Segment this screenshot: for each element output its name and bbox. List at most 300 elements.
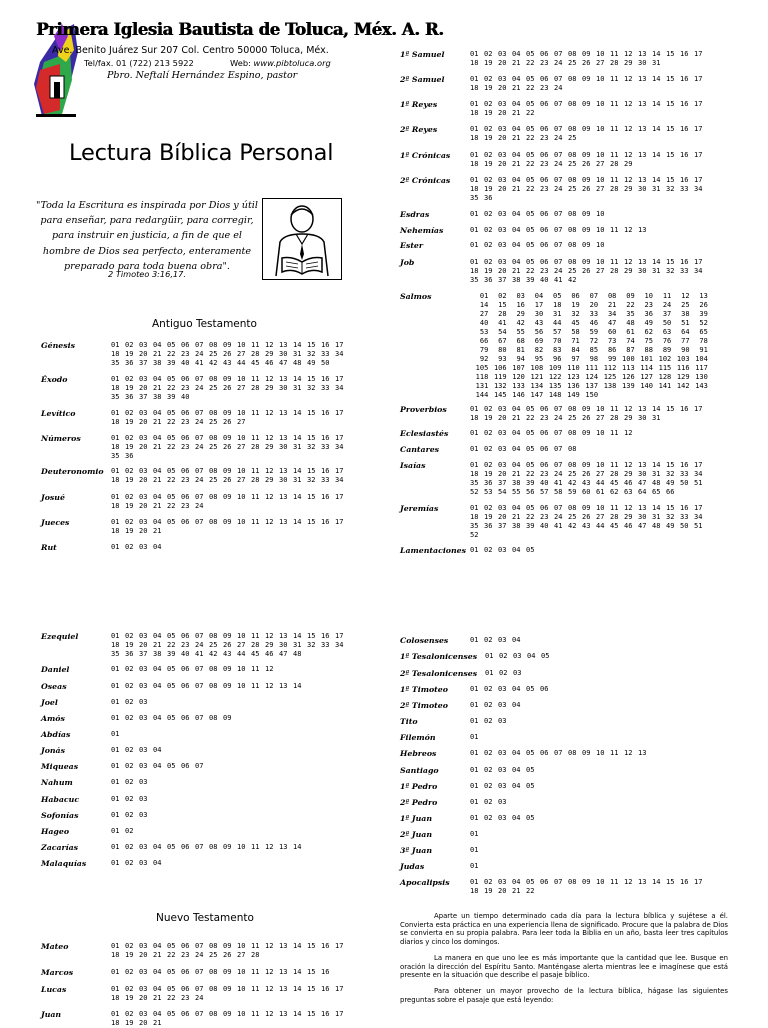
- chapter-checkbox[interactable]: 23: [181, 641, 190, 649]
- chapter-checkbox[interactable]: 01: [470, 100, 479, 108]
- chapter-checkbox[interactable]: 03: [498, 749, 507, 757]
- chapter-checkbox[interactable]: 11: [610, 749, 619, 757]
- chapter-checkbox[interactable]: 09: [582, 176, 591, 184]
- chapter-checkbox[interactable]: 61: [626, 328, 635, 336]
- chapter-checkbox[interactable]: 10: [596, 151, 605, 159]
- chapter-checkbox[interactable]: 30: [279, 476, 288, 484]
- chapter-checkbox[interactable]: 14: [293, 434, 302, 442]
- chapter-checkbox[interactable]: 13: [638, 504, 647, 512]
- chapter-checkbox[interactable]: 17: [335, 942, 344, 950]
- chapter-checkbox[interactable]: 12: [624, 100, 633, 108]
- chapter-checkbox[interactable]: 31: [293, 350, 302, 358]
- chapter-checkbox[interactable]: 17: [694, 405, 703, 413]
- chapter-checkbox[interactable]: 13: [638, 75, 647, 83]
- chapter-checkbox[interactable]: 11: [251, 518, 260, 526]
- chapter-checkbox[interactable]: 09: [223, 985, 232, 993]
- chapter-checkbox[interactable]: 15: [307, 1010, 316, 1018]
- chapter-checkbox[interactable]: 24: [554, 470, 563, 478]
- chapter-checkbox[interactable]: 02: [125, 409, 134, 417]
- chapter-checkbox[interactable]: 15: [307, 985, 316, 993]
- chapter-checkbox[interactable]: 34: [335, 641, 344, 649]
- chapter-checkbox[interactable]: 03: [498, 798, 507, 806]
- chapter-checkbox[interactable]: 16: [321, 467, 330, 475]
- chapter-checkbox[interactable]: 39: [167, 359, 176, 367]
- chapter-checkbox[interactable]: 68: [516, 337, 525, 345]
- chapter-checkbox[interactable]: 107: [512, 364, 525, 372]
- chapter-checkbox[interactable]: 04: [512, 766, 521, 774]
- chapter-checkbox[interactable]: 03: [139, 778, 148, 786]
- chapter-checkbox[interactable]: 38: [512, 522, 521, 530]
- chapter-checkbox[interactable]: 19: [484, 267, 493, 275]
- chapter-checkbox[interactable]: 06: [181, 341, 190, 349]
- chapter-checkbox[interactable]: 15: [307, 632, 316, 640]
- chapter-checkbox[interactable]: 20: [139, 502, 148, 510]
- chapter-checkbox[interactable]: 22: [167, 418, 176, 426]
- chapter-checkbox[interactable]: 02: [484, 241, 493, 249]
- chapter-checkbox[interactable]: 23: [540, 185, 549, 193]
- chapter-checkbox[interactable]: 18: [470, 134, 479, 142]
- chapter-checkbox[interactable]: 15: [666, 258, 675, 266]
- chapter-checkbox[interactable]: 03: [139, 409, 148, 417]
- chapter-checkbox[interactable]: 36: [644, 310, 653, 318]
- chapter-checkbox[interactable]: 21: [512, 887, 521, 895]
- chapter-checkbox[interactable]: 02: [125, 942, 134, 950]
- chapter-checkbox[interactable]: 10: [596, 226, 605, 234]
- chapter-checkbox[interactable]: 74: [626, 337, 635, 345]
- chapter-checkbox[interactable]: 11: [251, 467, 260, 475]
- chapter-checkbox[interactable]: 129: [676, 373, 690, 381]
- chapter-checkbox[interactable]: 21: [607, 301, 617, 309]
- chapter-checkbox[interactable]: 10: [237, 375, 246, 383]
- chapter-checkbox[interactable]: 40: [181, 359, 190, 367]
- chapter-checkbox[interactable]: 142: [676, 382, 690, 390]
- chapter-checkbox[interactable]: 21: [512, 134, 521, 142]
- chapter-checkbox[interactable]: 19: [484, 109, 493, 117]
- chapter-checkbox[interactable]: 34: [694, 513, 703, 521]
- chapter-checkbox[interactable]: 45: [251, 359, 260, 367]
- chapter-checkbox[interactable]: 11: [251, 843, 260, 851]
- chapter-checkbox[interactable]: 59: [589, 328, 599, 336]
- chapter-checkbox[interactable]: 31: [652, 185, 661, 193]
- chapter-checkbox[interactable]: 01: [470, 75, 479, 83]
- chapter-checkbox[interactable]: 04: [153, 843, 162, 851]
- chapter-checkbox[interactable]: 02: [484, 749, 493, 757]
- chapter-checkbox[interactable]: 116: [676, 364, 690, 372]
- chapter-checkbox[interactable]: 02: [484, 814, 493, 822]
- chapter-checkbox[interactable]: 04: [153, 985, 162, 993]
- chapter-checkbox[interactable]: 17: [335, 985, 344, 993]
- chapter-checkbox[interactable]: 01: [470, 461, 479, 469]
- chapter-checkbox[interactable]: 18: [470, 470, 479, 478]
- chapter-checkbox[interactable]: 02: [125, 843, 134, 851]
- chapter-checkbox[interactable]: 10: [237, 632, 246, 640]
- chapter-checkbox[interactable]: 03: [498, 445, 507, 453]
- chapter-checkbox[interactable]: 29: [624, 185, 633, 193]
- chapter-checkbox[interactable]: 50: [321, 359, 330, 367]
- chapter-checkbox[interactable]: 03: [498, 766, 507, 774]
- chapter-checkbox[interactable]: 07: [554, 461, 563, 469]
- chapter-checkbox[interactable]: 31: [652, 414, 661, 422]
- chapter-checkbox[interactable]: 19: [125, 641, 134, 649]
- chapter-checkbox[interactable]: 66: [479, 337, 489, 345]
- chapter-checkbox[interactable]: 44: [237, 359, 246, 367]
- chapter-checkbox[interactable]: 41: [554, 479, 563, 487]
- chapter-checkbox[interactable]: 01: [470, 50, 479, 58]
- chapter-checkbox[interactable]: 09: [223, 1010, 232, 1018]
- chapter-checkbox[interactable]: 05: [167, 985, 176, 993]
- chapter-checkbox[interactable]: 06: [181, 467, 190, 475]
- chapter-checkbox[interactable]: 38: [153, 393, 162, 401]
- chapter-checkbox[interactable]: 59: [568, 488, 577, 496]
- chapter-checkbox[interactable]: 19: [484, 134, 493, 142]
- chapter-checkbox[interactable]: 02: [125, 762, 134, 770]
- chapter-checkbox[interactable]: 20: [498, 267, 507, 275]
- chapter-checkbox[interactable]: 01: [111, 942, 120, 950]
- chapter-checkbox[interactable]: 62: [610, 488, 619, 496]
- chapter-checkbox[interactable]: 07: [195, 467, 204, 475]
- chapter-checkbox[interactable]: 02: [125, 493, 134, 501]
- chapter-checkbox[interactable]: 17: [335, 518, 344, 526]
- chapter-checkbox[interactable]: 04: [512, 258, 521, 266]
- chapter-checkbox[interactable]: 33: [321, 641, 330, 649]
- chapter-checkbox[interactable]: 89: [662, 346, 672, 354]
- chapter-checkbox[interactable]: 07: [195, 409, 204, 417]
- chapter-checkbox[interactable]: 01: [111, 493, 120, 501]
- chapter-checkbox[interactable]: 25: [568, 414, 577, 422]
- chapter-checkbox[interactable]: 16: [321, 434, 330, 442]
- chapter-checkbox[interactable]: 11: [610, 878, 619, 886]
- chapter-checkbox[interactable]: 130: [695, 373, 708, 381]
- chapter-checkbox[interactable]: 02: [125, 714, 134, 722]
- chapter-checkbox[interactable]: 12: [624, 75, 633, 83]
- chapter-checkbox[interactable]: 15: [666, 878, 675, 886]
- chapter-checkbox[interactable]: 21: [153, 350, 162, 358]
- chapter-checkbox[interactable]: 24: [195, 384, 204, 392]
- chapter-checkbox[interactable]: 14: [293, 843, 302, 851]
- chapter-checkbox[interactable]: 14: [293, 341, 302, 349]
- chapter-checkbox[interactable]: 06: [571, 292, 580, 300]
- chapter-checkbox[interactable]: 31: [652, 267, 661, 275]
- chapter-checkbox[interactable]: 22: [526, 59, 535, 67]
- chapter-checkbox[interactable]: 04: [153, 493, 162, 501]
- chapter-checkbox[interactable]: 06: [540, 241, 549, 249]
- chapter-checkbox[interactable]: 01: [470, 701, 479, 709]
- chapter-checkbox[interactable]: 33: [680, 185, 689, 193]
- chapter-checkbox[interactable]: 30: [638, 267, 647, 275]
- chapter-checkbox[interactable]: 82: [534, 346, 544, 354]
- chapter-checkbox[interactable]: 16: [321, 493, 330, 501]
- chapter-checkbox[interactable]: 28: [610, 267, 619, 275]
- chapter-checkbox[interactable]: 09: [223, 375, 232, 383]
- chapter-checkbox[interactable]: 137: [585, 382, 599, 390]
- chapter-checkbox[interactable]: 16: [680, 100, 689, 108]
- chapter-checkbox[interactable]: 28: [610, 160, 619, 168]
- chapter-checkbox[interactable]: 16: [680, 258, 689, 266]
- chapter-checkbox[interactable]: 24: [195, 994, 204, 1002]
- chapter-checkbox[interactable]: 03: [498, 504, 507, 512]
- chapter-checkbox[interactable]: 30: [279, 384, 288, 392]
- chapter-checkbox[interactable]: 124: [585, 373, 599, 381]
- chapter-checkbox[interactable]: 31: [652, 513, 661, 521]
- chapter-checkbox[interactable]: 13: [279, 985, 288, 993]
- chapter-checkbox[interactable]: 03: [498, 226, 507, 234]
- chapter-checkbox[interactable]: 10: [596, 461, 605, 469]
- chapter-checkbox[interactable]: 31: [293, 641, 302, 649]
- chapter-checkbox[interactable]: 08: [568, 258, 577, 266]
- chapter-checkbox[interactable]: 04: [512, 151, 521, 159]
- chapter-checkbox[interactable]: 24: [195, 350, 204, 358]
- chapter-checkbox[interactable]: 71: [571, 337, 580, 345]
- chapter-checkbox[interactable]: 21: [153, 994, 162, 1002]
- chapter-checkbox[interactable]: 28: [251, 951, 260, 959]
- chapter-checkbox[interactable]: 73: [607, 337, 617, 345]
- chapter-checkbox[interactable]: 11: [610, 125, 619, 133]
- chapter-checkbox[interactable]: 12: [265, 632, 274, 640]
- chapter-checkbox[interactable]: 47: [279, 650, 288, 658]
- chapter-checkbox[interactable]: 01: [111, 341, 120, 349]
- chapter-checkbox[interactable]: 17: [694, 878, 703, 886]
- chapter-checkbox[interactable]: 02: [125, 682, 134, 690]
- chapter-checkbox[interactable]: 10: [237, 1010, 246, 1018]
- chapter-checkbox[interactable]: 23: [181, 502, 190, 510]
- chapter-checkbox[interactable]: 15: [666, 151, 675, 159]
- chapter-checkbox[interactable]: 96: [553, 355, 562, 363]
- chapter-checkbox[interactable]: 23: [181, 418, 190, 426]
- chapter-checkbox[interactable]: 03: [498, 461, 507, 469]
- chapter-checkbox[interactable]: 07: [554, 125, 563, 133]
- chapter-checkbox[interactable]: 24: [195, 443, 204, 451]
- chapter-checkbox[interactable]: 79: [479, 346, 489, 354]
- chapter-checkbox[interactable]: 106: [493, 364, 507, 372]
- chapter-checkbox[interactable]: 09: [582, 429, 591, 437]
- chapter-checkbox[interactable]: 01: [111, 698, 120, 706]
- chapter-checkbox[interactable]: 16: [321, 518, 330, 526]
- chapter-checkbox[interactable]: 13: [279, 682, 288, 690]
- chapter-checkbox[interactable]: 98: [589, 355, 599, 363]
- chapter-checkbox[interactable]: 01: [470, 258, 479, 266]
- chapter-checkbox[interactable]: 24: [554, 414, 563, 422]
- chapter-checkbox[interactable]: 28: [498, 310, 507, 318]
- chapter-checkbox[interactable]: 02: [484, 125, 493, 133]
- chapter-checkbox[interactable]: 33: [321, 443, 330, 451]
- chapter-checkbox[interactable]: 09: [223, 843, 232, 851]
- chapter-checkbox[interactable]: 19: [125, 951, 134, 959]
- chapter-checkbox[interactable]: 08: [568, 176, 577, 184]
- chapter-checkbox[interactable]: 34: [694, 470, 703, 478]
- chapter-checkbox[interactable]: 21: [153, 384, 162, 392]
- chapter-checkbox[interactable]: 03: [139, 518, 148, 526]
- chapter-checkbox[interactable]: 22: [167, 502, 176, 510]
- chapter-checkbox[interactable]: 76: [662, 337, 672, 345]
- chapter-checkbox[interactable]: 14: [293, 518, 302, 526]
- chapter-checkbox[interactable]: 24: [554, 513, 563, 521]
- chapter-checkbox[interactable]: 01: [111, 665, 120, 673]
- chapter-checkbox[interactable]: 48: [293, 359, 302, 367]
- chapter-checkbox[interactable]: 06: [540, 258, 549, 266]
- chapter-checkbox[interactable]: 04: [153, 1010, 162, 1018]
- chapter-checkbox[interactable]: 18: [470, 109, 479, 117]
- chapter-checkbox[interactable]: 18: [111, 418, 120, 426]
- chapter-checkbox[interactable]: 20: [498, 134, 507, 142]
- chapter-checkbox[interactable]: 09: [626, 292, 635, 300]
- chapter-checkbox[interactable]: 20: [139, 1019, 148, 1027]
- chapter-checkbox[interactable]: 01: [485, 652, 494, 660]
- chapter-checkbox[interactable]: 32: [666, 470, 675, 478]
- chapter-checkbox[interactable]: 26: [699, 301, 708, 309]
- chapter-checkbox[interactable]: 02: [125, 375, 134, 383]
- chapter-checkbox[interactable]: 112: [603, 364, 617, 372]
- chapter-checkbox[interactable]: 83: [553, 346, 562, 354]
- chapter-checkbox[interactable]: 14: [293, 375, 302, 383]
- chapter-checkbox[interactable]: 12: [265, 493, 274, 501]
- chapter-checkbox[interactable]: 13: [279, 632, 288, 640]
- chapter-checkbox[interactable]: 27: [596, 160, 605, 168]
- chapter-checkbox[interactable]: 03: [139, 682, 148, 690]
- chapter-checkbox[interactable]: 16: [321, 968, 330, 976]
- chapter-checkbox[interactable]: 04: [153, 434, 162, 442]
- chapter-checkbox[interactable]: 10: [237, 467, 246, 475]
- chapter-checkbox[interactable]: 24: [195, 951, 204, 959]
- chapter-checkbox[interactable]: 48: [626, 319, 635, 327]
- chapter-checkbox[interactable]: 12: [624, 258, 633, 266]
- chapter-checkbox[interactable]: 05: [167, 843, 176, 851]
- chapter-checkbox[interactable]: 30: [638, 470, 647, 478]
- chapter-checkbox[interactable]: 06: [540, 75, 549, 83]
- chapter-checkbox[interactable]: 05: [167, 762, 176, 770]
- chapter-checkbox[interactable]: 01: [111, 778, 120, 786]
- chapter-checkbox[interactable]: 02: [125, 968, 134, 976]
- chapter-checkbox[interactable]: 01: [111, 543, 120, 551]
- chapter-checkbox[interactable]: 01: [111, 682, 120, 690]
- chapter-checkbox[interactable]: 01: [485, 669, 494, 677]
- chapter-checkbox[interactable]: 04: [512, 701, 521, 709]
- chapter-checkbox[interactable]: 40: [540, 522, 549, 530]
- chapter-checkbox[interactable]: 30: [638, 414, 647, 422]
- chapter-checkbox[interactable]: 01: [111, 746, 120, 754]
- chapter-checkbox[interactable]: 14: [652, 75, 661, 83]
- chapter-checkbox[interactable]: 12: [265, 341, 274, 349]
- chapter-checkbox[interactable]: 28: [610, 185, 619, 193]
- chapter-checkbox[interactable]: 16: [680, 75, 689, 83]
- chapter-checkbox[interactable]: 28: [251, 350, 260, 358]
- chapter-checkbox[interactable]: 18: [111, 527, 120, 535]
- chapter-checkbox[interactable]: 05: [526, 546, 535, 554]
- chapter-checkbox[interactable]: 08: [209, 682, 218, 690]
- chapter-checkbox[interactable]: 25: [568, 134, 577, 142]
- chapter-checkbox[interactable]: 02: [125, 827, 134, 835]
- chapter-checkbox[interactable]: 13: [279, 942, 288, 950]
- chapter-checkbox[interactable]: 16: [321, 985, 330, 993]
- chapter-checkbox[interactable]: 25: [209, 951, 218, 959]
- chapter-checkbox[interactable]: 37: [139, 650, 148, 658]
- chapter-checkbox[interactable]: 28: [610, 470, 619, 478]
- chapter-checkbox[interactable]: 23: [540, 134, 549, 142]
- chapter-checkbox[interactable]: 19: [125, 476, 134, 484]
- chapter-checkbox[interactable]: 08: [568, 241, 577, 249]
- chapter-checkbox[interactable]: 22: [167, 641, 176, 649]
- chapter-checkbox[interactable]: 26: [223, 443, 232, 451]
- chapter-checkbox[interactable]: 12: [265, 518, 274, 526]
- chapter-checkbox[interactable]: 136: [567, 382, 580, 390]
- chapter-checkbox[interactable]: 25: [568, 470, 577, 478]
- chapter-checkbox[interactable]: 02: [484, 405, 493, 413]
- chapter-checkbox[interactable]: 29: [265, 641, 274, 649]
- chapter-checkbox[interactable]: 110: [567, 364, 580, 372]
- chapter-checkbox[interactable]: 03: [139, 543, 148, 551]
- chapter-checkbox[interactable]: 36: [125, 650, 134, 658]
- chapter-checkbox[interactable]: 47: [279, 359, 288, 367]
- chapter-checkbox[interactable]: 02: [484, 50, 493, 58]
- chapter-checkbox[interactable]: 12: [624, 125, 633, 133]
- chapter-checkbox[interactable]: 37: [498, 479, 507, 487]
- chapter-checkbox[interactable]: 22: [526, 267, 535, 275]
- chapter-checkbox[interactable]: 43: [223, 359, 232, 367]
- chapter-checkbox[interactable]: 07: [195, 843, 204, 851]
- chapter-checkbox[interactable]: 12: [624, 50, 633, 58]
- chapter-checkbox[interactable]: 02: [498, 292, 507, 300]
- chapter-checkbox[interactable]: 06: [540, 429, 549, 437]
- chapter-checkbox[interactable]: 21: [512, 84, 521, 92]
- chapter-checkbox[interactable]: 01: [111, 795, 120, 803]
- chapter-checkbox[interactable]: 29: [624, 470, 633, 478]
- chapter-checkbox[interactable]: 06: [540, 210, 549, 218]
- chapter-checkbox[interactable]: 14: [293, 985, 302, 993]
- chapter-checkbox[interactable]: 57: [540, 488, 549, 496]
- chapter-checkbox[interactable]: 39: [167, 650, 176, 658]
- chapter-checkbox[interactable]: 01: [111, 843, 120, 851]
- chapter-checkbox[interactable]: 11: [610, 258, 619, 266]
- chapter-checkbox[interactable]: 01: [470, 830, 479, 838]
- chapter-checkbox[interactable]: 03: [139, 1010, 148, 1018]
- chapter-checkbox[interactable]: 27: [237, 951, 246, 959]
- chapter-checkbox[interactable]: 133: [512, 382, 525, 390]
- chapter-checkbox[interactable]: 09: [582, 461, 591, 469]
- chapter-checkbox[interactable]: 04: [153, 467, 162, 475]
- chapter-checkbox[interactable]: 37: [662, 310, 672, 318]
- chapter-checkbox[interactable]: 04: [512, 749, 521, 757]
- chapter-checkbox[interactable]: 22: [167, 951, 176, 959]
- chapter-checkbox[interactable]: 02: [125, 985, 134, 993]
- chapter-checkbox[interactable]: 06: [181, 518, 190, 526]
- chapter-checkbox[interactable]: 03: [498, 258, 507, 266]
- chapter-checkbox[interactable]: 146: [512, 391, 525, 399]
- chapter-checkbox[interactable]: 12: [681, 292, 690, 300]
- chapter-checkbox[interactable]: 02: [484, 878, 493, 886]
- chapter-checkbox[interactable]: 28: [610, 513, 619, 521]
- chapter-checkbox[interactable]: 38: [512, 479, 521, 487]
- chapter-checkbox[interactable]: 125: [603, 373, 617, 381]
- chapter-checkbox[interactable]: 53: [479, 328, 489, 336]
- chapter-checkbox[interactable]: 07: [554, 176, 563, 184]
- chapter-checkbox[interactable]: 103: [676, 355, 690, 363]
- chapter-checkbox[interactable]: 08: [568, 226, 577, 234]
- chapter-checkbox[interactable]: 19: [125, 384, 134, 392]
- chapter-checkbox[interactable]: 06: [181, 714, 190, 722]
- chapter-checkbox[interactable]: 18: [111, 443, 120, 451]
- chapter-checkbox[interactable]: 20: [498, 887, 507, 895]
- chapter-checkbox[interactable]: 145: [493, 391, 507, 399]
- chapter-checkbox[interactable]: 26: [223, 350, 232, 358]
- chapter-checkbox[interactable]: 04: [512, 125, 521, 133]
- chapter-checkbox[interactable]: 14: [293, 968, 302, 976]
- chapter-checkbox[interactable]: 08: [209, 375, 218, 383]
- chapter-checkbox[interactable]: 48: [652, 522, 661, 530]
- chapter-checkbox[interactable]: 17: [694, 258, 703, 266]
- chapter-checkbox[interactable]: 01: [470, 782, 479, 790]
- chapter-checkbox[interactable]: 03: [498, 241, 507, 249]
- chapter-checkbox[interactable]: 13: [638, 50, 647, 58]
- chapter-checkbox[interactable]: 38: [153, 650, 162, 658]
